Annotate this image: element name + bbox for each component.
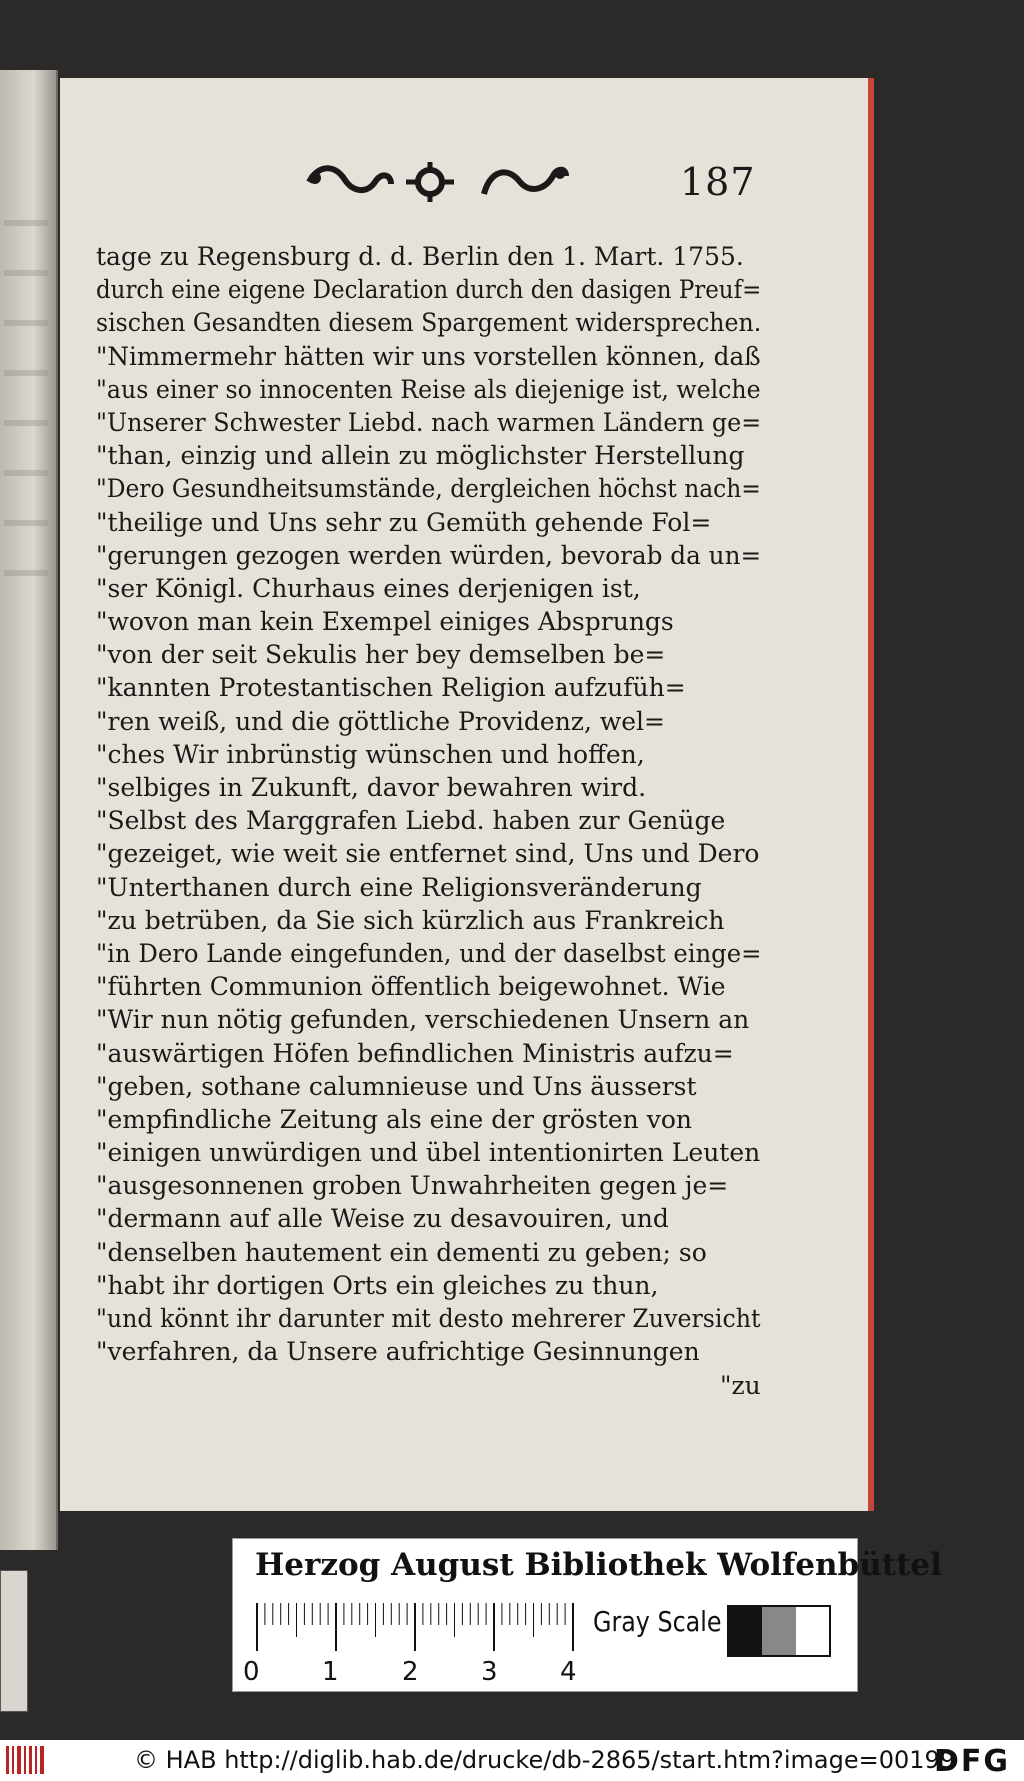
text-line: "Unserer Schwester Liebd. nach warmen Ländern ge= (96, 407, 761, 437)
left-page-ghost-text (4, 470, 48, 476)
text-line: "auswärtigen Höfen befindlichen Ministris aufzu= (96, 1038, 734, 1068)
left-page-ghost-text (4, 370, 48, 376)
text-line: "Selbst des Marggrafen Liebd. haben zur Genüge (96, 806, 726, 836)
text-line: "ches Wir inbrünstig wünschen und hoffen, (96, 739, 645, 769)
flower-ornament-icon (400, 160, 460, 204)
scroll-left-ornament-icon (305, 160, 395, 204)
text-line: "führten Communion öffentlich beigewohnet. Wie (96, 972, 726, 1002)
text-line: "ser Königl. Churhaus eines derjenigen ist, (96, 573, 641, 603)
text-line: "theilige und Uns sehr zu Gemüth gehende Fol= (96, 507, 712, 537)
text-line: "gezeiget, wie weit sie entfernet sind, Uns und Dero (96, 839, 760, 869)
text-line: durch eine eigene Declaration durch den dasigen Preuf= (96, 275, 761, 305)
text-line: "von der seit Sekulis her bey demselben be= (96, 640, 666, 670)
text-line: "einigen unwürdigen und übel intentionirten Leuten (96, 1138, 761, 1168)
text-line: "wovon man kein Exempel einiges Absprungs (96, 607, 674, 637)
left-page-ghost-text (4, 570, 48, 576)
text-line: "Wir nun nötig gefunden, verschiedenen Unsern an (96, 1005, 750, 1035)
left-page-ghost-text (4, 420, 48, 426)
text-line: tage zu Regensburg d. d. Berlin den 1. Mart. 1755. (96, 242, 744, 271)
gray-swatch-mid (762, 1607, 795, 1655)
text-line: "gerungen gezogen werden würden, bevorab da un= (96, 540, 761, 570)
library-color-chart-label (232, 1538, 942, 1692)
barcode-logo-icon (6, 1746, 46, 1774)
scroll-right-ornament-icon (480, 160, 570, 204)
ruler-scale-icon (253, 1601, 583, 1653)
text-line: "ren weiß, und die göttliche Providenz, wel= (96, 706, 665, 736)
gray-swatch-black (729, 1607, 762, 1655)
left-page-ghost-text (4, 520, 48, 526)
left-book-tab (0, 1570, 28, 1712)
ruler-number: 1 (322, 1657, 339, 1687)
text-line: "Dero Gesundheitsumstände, dergleichen höchst nach= (96, 474, 761, 504)
left-page-edge (0, 70, 58, 1550)
gray-scale-label: Gray Scale (593, 1605, 722, 1638)
text-line: "und könnt ihr darunter mit desto mehrerer Zuversicht (96, 1304, 761, 1333)
text-line: "aus einer so innocenten Reise als diejenige ist, welche (96, 374, 761, 404)
text-line: "zu betrüben, da Sie sich kürzlich aus Frankreich (96, 905, 725, 935)
footer-bar (0, 1740, 1024, 1781)
red-page-edge (868, 78, 874, 1511)
left-page-ghost-text (4, 220, 48, 226)
dfg-logo: DFG (933, 1744, 1010, 1779)
text-line: "dermann auf alle Weise zu desavouiren, und (96, 1204, 669, 1234)
catchword: "zu (720, 1371, 761, 1400)
text-line: "Unterthanen durch eine Religionsveränderung (96, 872, 702, 902)
text-line: "ausgesonnenen groben Unwahrheiten gegen je= (96, 1171, 729, 1201)
ruler-number: 0 (243, 1657, 260, 1687)
ruler-number: 3 (481, 1657, 498, 1687)
text-line: sischen Gesandten diesem Spargement widersprechen. (96, 308, 761, 338)
text-line: "kannten Protestantischen Religion aufzufüh= (96, 673, 686, 703)
text-line: "verfahren, da Unsere aufrichtige Gesinnungen (96, 1337, 700, 1367)
text-line: "Nimmermehr hätten wir uns vorstellen können, daß (96, 341, 761, 371)
text-line: "selbiges in Zukunft, davor bewahren wird. (96, 773, 647, 802)
left-page-ghost-text (4, 320, 48, 326)
left-page-ghost-text (4, 270, 48, 276)
text-line: "geben, sothane calumnieuse und Uns äusserst (96, 1071, 697, 1101)
library-name: Herzog August Bibliothek Wolfenbüttel (255, 1547, 942, 1583)
text-line: "denselben hautement ein dementi zu geben; so (96, 1237, 707, 1267)
text-line: "in Dero Lande eingefunden, und der daselbst einge= (96, 938, 761, 968)
ruler-number: 2 (402, 1657, 419, 1687)
ruler-number: 4 (560, 1657, 577, 1687)
footer-copyright-link[interactable]: © HAB http://diglib.hab.de/drucke/db-2865/start.htm?image=00199 (134, 1746, 956, 1774)
page-text (96, 240, 761, 1368)
gray-scale-swatch (727, 1605, 831, 1657)
gray-swatch-white (796, 1607, 829, 1655)
text-line: "than, einzig und allein zu möglichster Herstellung (96, 441, 745, 471)
page-number: 187 (680, 160, 756, 204)
text-line: "habt ihr dortigen Orts ein gleiches zu thun, (96, 1270, 659, 1300)
text-line: "empfindliche Zeitung als eine der grösten von (96, 1104, 692, 1134)
